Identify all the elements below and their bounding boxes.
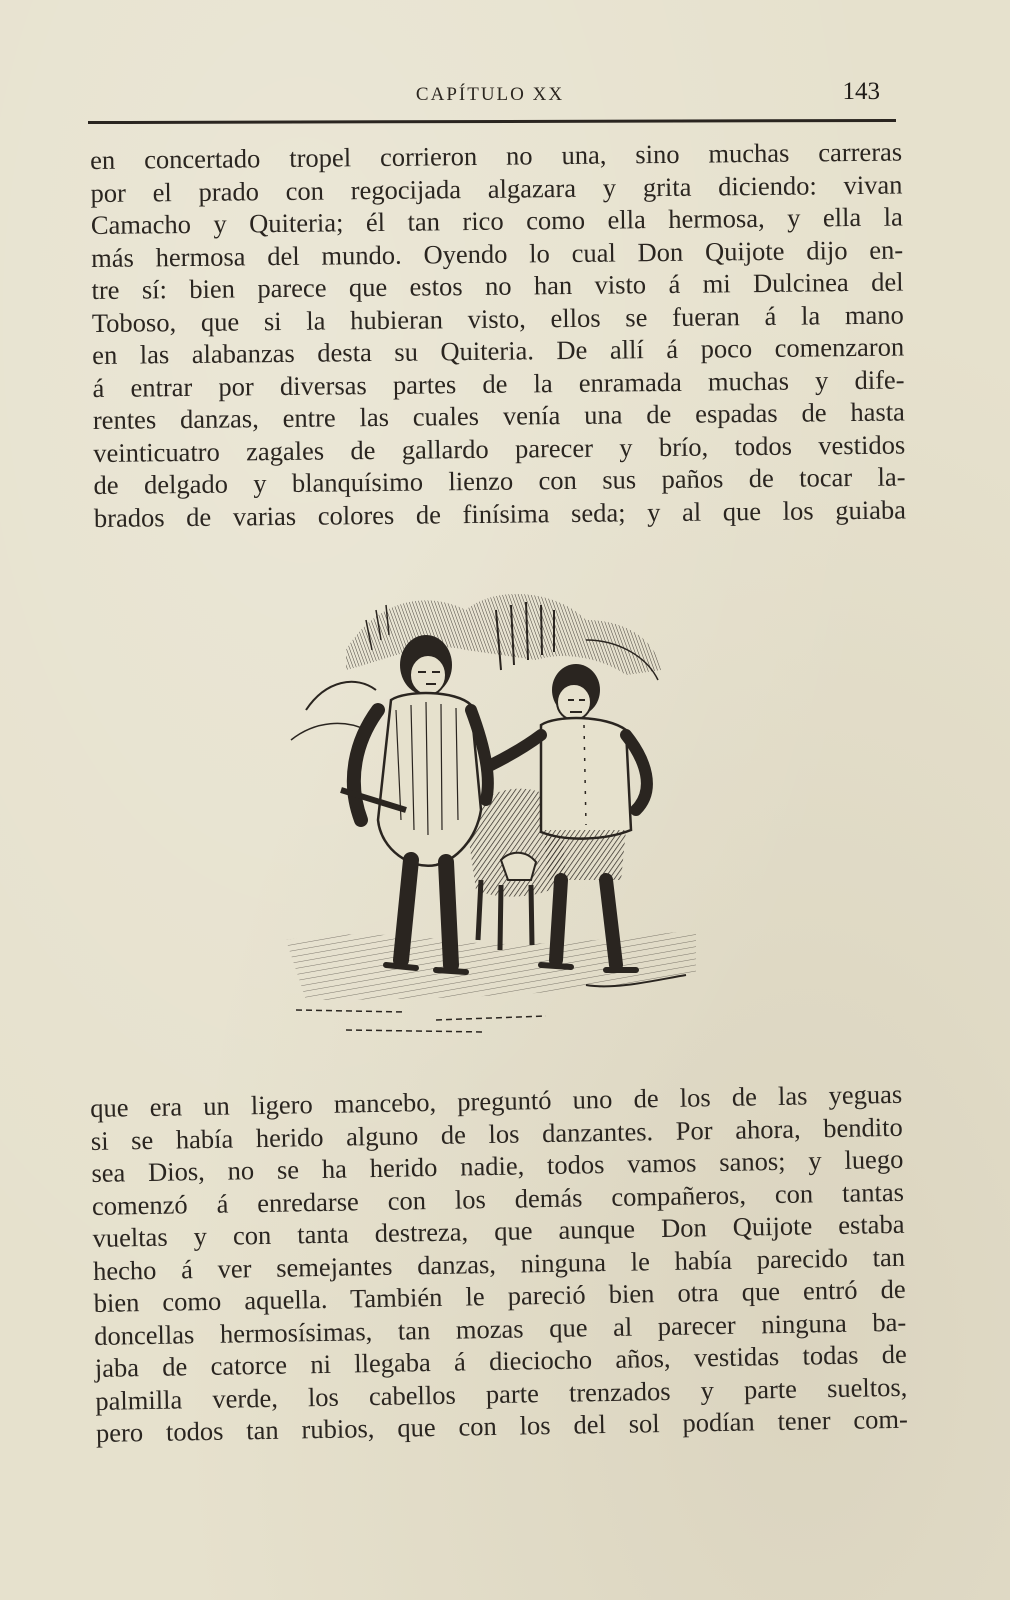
ground [286, 930, 696, 1032]
text-line: pero todos tan rubios, que con los del sol podían tener com- [95, 1403, 909, 1448]
text-line: tre sí: bien parece que estos no han visto á mi Dulcinea del [91, 266, 904, 305]
text-line: doncellas hermosísimas, tan mozas que al parecer ninguna ba- [93, 1306, 907, 1351]
woodcut-illustration [286, 580, 706, 1040]
chapter-title: CAPÍTULO XX [415, 84, 565, 105]
text-line: palmilla verde, los cabellos parte trenzados y parte sueltos, [95, 1371, 908, 1416]
text-line: si se había herido alguno de los danzantes. Por ahora, bendito [90, 1111, 903, 1156]
text-line: rentes danzas, entre las cuales venía una de espadas de hasta [92, 396, 906, 435]
text-line: sea Dios, no se ha herido nadie, todos vamos sanos; y luego [91, 1143, 904, 1188]
text-line: Toboso, que si la hubieran visto, ellos se fueran á la mano [91, 298, 904, 338]
text-line: veinticuatro zagales de gallardo parecer y brío, todos vestidos [93, 428, 906, 468]
text-line: Camacho y Quiteria; él tan rico como ella hermosa, y ella la [90, 201, 903, 240]
text-line: que era un ligero mancebo, preguntó uno de los de las yeguas [90, 1078, 903, 1123]
text-line: vueltas y con tanta destreza, que aunque Don Quijote estaba [92, 1208, 905, 1253]
page-number: 143 [842, 78, 880, 105]
header-rule [88, 119, 896, 124]
text-line: jaba de catorce ni llegaba á dieciocho años, vestidas todas de [94, 1338, 907, 1383]
left-man-figure [341, 635, 488, 972]
text-line: hecho á ver semejantes danzas, ninguna le había parecido tan [92, 1241, 906, 1286]
text-line: de delgado y blanquísimo lienzo con sus paños de tocar la- [93, 461, 906, 500]
running-head [90, 78, 890, 108]
text-line: en las alabanzas desta su Quiteria. De allí á poco comenzaron [92, 331, 905, 370]
text-line: á entrar por diversas partes de la enramada muchas y dife- [92, 363, 905, 403]
text-line: en concertado tropel corrieron no una, sino muchas carreras [90, 136, 903, 175]
paragraph-top [90, 135, 906, 533]
text-line: brados de varias colores de finísima seda; y al que los guiaba [93, 493, 907, 533]
text-line: bien como aquella. También le pareció bien otra que entró de [93, 1273, 906, 1318]
text-line: por el prado con regocijada algazara y grita diciendo: vivan [90, 168, 903, 208]
paragraph-bottom [90, 1078, 908, 1450]
text-line: comenzó á enredarse con los demás compañeros, con tantas [91, 1176, 905, 1221]
text-line: más hermosa del mundo. Oyendo lo cual Don Quijote dijo en- [91, 233, 904, 273]
